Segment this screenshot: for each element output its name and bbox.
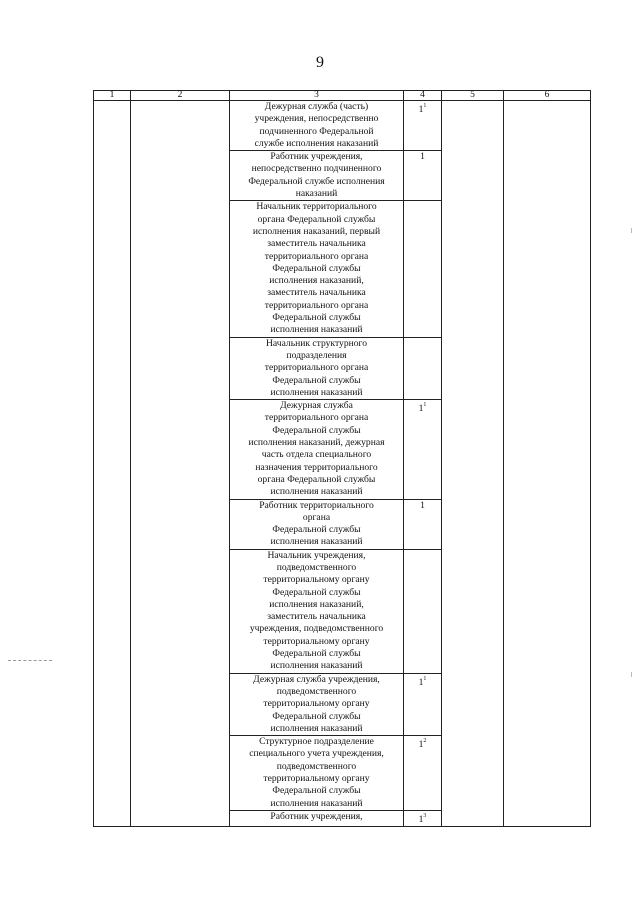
- recipient-line: Работник учреждения,: [270, 151, 363, 163]
- col-4-superscript: 1: [423, 103, 427, 109]
- header-row: [94, 91, 591, 101]
- cell-col-4: [404, 810, 442, 826]
- cell-recipient: [230, 101, 404, 151]
- main-table: [93, 90, 591, 827]
- col-4-value: 1: [420, 151, 425, 163]
- cell-col-4: [404, 201, 442, 337]
- cell-col-4: [404, 101, 442, 151]
- cell-col-5: [442, 101, 504, 827]
- recipient-line: заместитель начальника: [267, 287, 366, 299]
- recipient-line: Федеральной службы: [272, 648, 361, 660]
- cell-recipient: [230, 499, 404, 549]
- cell-recipient: [230, 201, 404, 337]
- cell-col-4: [404, 151, 442, 201]
- col-4-superscript: 3: [423, 812, 427, 819]
- col-4-value: 1: [418, 814, 424, 826]
- recipient-line: исполнения наказаний: [270, 536, 363, 548]
- recipient-line: подведомственного: [276, 685, 357, 697]
- recipient-line: Дежурная служба (часть): [264, 101, 369, 112]
- recipient-line: Федеральной службы: [272, 312, 361, 324]
- cell-col-4: [404, 549, 442, 673]
- cell-col-4: [404, 673, 442, 735]
- recipient-line: органа Федеральной службы: [257, 473, 376, 485]
- recipient-line: подведомственного: [276, 561, 357, 573]
- cell-col-1: [94, 101, 131, 827]
- col-4-value: 1: [418, 739, 424, 751]
- recipient-line: Федеральной службы: [272, 710, 361, 722]
- cell-col-4: [404, 400, 442, 499]
- recipient-line: исполнения наказаний, первый: [252, 225, 381, 237]
- recipient-line: исполнения наказаний: [270, 324, 363, 336]
- recipient-line: заместитель начальника: [267, 611, 366, 623]
- recipient-line: Начальник структурного: [265, 337, 368, 349]
- cell-recipient: [230, 151, 404, 201]
- header-cell-3: 3: [230, 91, 404, 101]
- recipient-line: подведомственного: [276, 760, 357, 772]
- recipient-line: исполнения наказаний: [270, 660, 363, 672]
- cell-col-4: [404, 337, 442, 399]
- recipient-line: исполнения наказаний: [270, 386, 363, 398]
- scan-speck: [631, 672, 632, 677]
- recipient-line: непосредственно подчиненного: [251, 163, 382, 175]
- col-4-superscript: 2: [423, 738, 427, 745]
- recipient-line: учреждения, непосредственно: [254, 113, 379, 125]
- page-number: 9: [316, 54, 324, 71]
- cell-recipient: [230, 549, 404, 673]
- recipient-line: органа Федеральной службы: [257, 213, 376, 225]
- recipient-line: Дежурная служба: [280, 400, 353, 412]
- recipient-line: заместитель начальника: [267, 238, 366, 250]
- cell-recipient: [230, 673, 404, 735]
- recipient-line: подчиненного Федеральной: [259, 125, 374, 137]
- recipient-line: территориального органа: [264, 362, 369, 374]
- col-4-superscript: 1: [423, 402, 427, 409]
- cell-recipient: [230, 337, 404, 399]
- col-4-value: 1: [420, 499, 425, 511]
- cell-col-2: [131, 101, 230, 827]
- cell-recipient: [230, 736, 404, 811]
- recipient-line: Федеральной службы: [272, 262, 361, 274]
- recipient-line: исполнения наказаний,: [269, 598, 364, 610]
- recipient-line: Работник территориального: [259, 499, 374, 511]
- recipient-line: Дежурная служба учреждения,: [253, 673, 380, 685]
- scan-speck: [631, 228, 632, 233]
- header-cell-6: 6: [504, 91, 591, 101]
- recipient-line: Федеральной службе исполнения: [248, 175, 385, 187]
- col-4-superscript: 1: [423, 675, 427, 682]
- recipient-line: Начальник территориального: [256, 201, 377, 213]
- cell-col-4: [404, 499, 442, 549]
- col-4-value: 1: [418, 676, 424, 688]
- table-row: [94, 101, 591, 151]
- header-cell-5: 5: [442, 91, 504, 101]
- cell-col-6: [504, 101, 591, 827]
- recipient-line: исполнения наказаний: [270, 722, 363, 734]
- recipient-line: территориальному органу: [263, 574, 370, 586]
- col-4-value: 1: [418, 403, 424, 415]
- recipient-line: наказаний: [295, 188, 338, 200]
- recipient-line: территориальному органу: [263, 773, 370, 785]
- cell-recipient: [230, 810, 404, 826]
- recipient-line: территориального органа: [264, 412, 369, 424]
- recipient-line: Структурное подразделение: [259, 736, 374, 748]
- header-cell-2: 2: [131, 91, 230, 101]
- header-cell-4: 4: [404, 91, 442, 101]
- recipient-line: территориальному органу: [263, 698, 370, 710]
- cell-recipient: [230, 400, 404, 499]
- recipient-line: органа: [302, 511, 331, 523]
- recipient-line: назначения территориального: [255, 461, 378, 473]
- header-cell-1: 1: [94, 91, 131, 101]
- recipient-line: Федеральной службы: [272, 374, 361, 386]
- scan-dash-mark: [8, 660, 52, 661]
- recipient-line: Начальник учреждения,: [267, 549, 366, 561]
- recipient-line: территориального органа: [264, 250, 369, 262]
- recipient-line: исполнения наказаний: [270, 797, 363, 809]
- recipient-line: Работник учреждения,: [270, 810, 363, 822]
- recipient-line: исполнения наказаний, дежурная: [248, 437, 385, 449]
- recipient-line: учреждения, подведомственного: [249, 623, 384, 635]
- recipient-line: Федеральной службы: [272, 424, 361, 436]
- recipient-line: Федеральной службы: [272, 586, 361, 598]
- recipient-line: Федеральной службы: [272, 785, 361, 797]
- cell-col-4: [404, 736, 442, 811]
- recipient-line: часть отдела специального: [261, 449, 372, 461]
- recipient-line: территориального органа: [264, 299, 369, 311]
- recipient-line: Федеральной службы: [272, 524, 361, 536]
- recipient-line: исполнения наказаний,: [269, 275, 364, 287]
- recipient-line: службе исполнения наказаний: [254, 137, 379, 149]
- recipient-line: территориальному органу: [263, 635, 370, 647]
- recipient-line: специального учета учреждения,: [249, 748, 384, 760]
- recipient-line: подразделения: [286, 349, 347, 361]
- col-4-value: 1: [418, 104, 424, 116]
- recipient-line: исполнения наказаний: [270, 486, 363, 498]
